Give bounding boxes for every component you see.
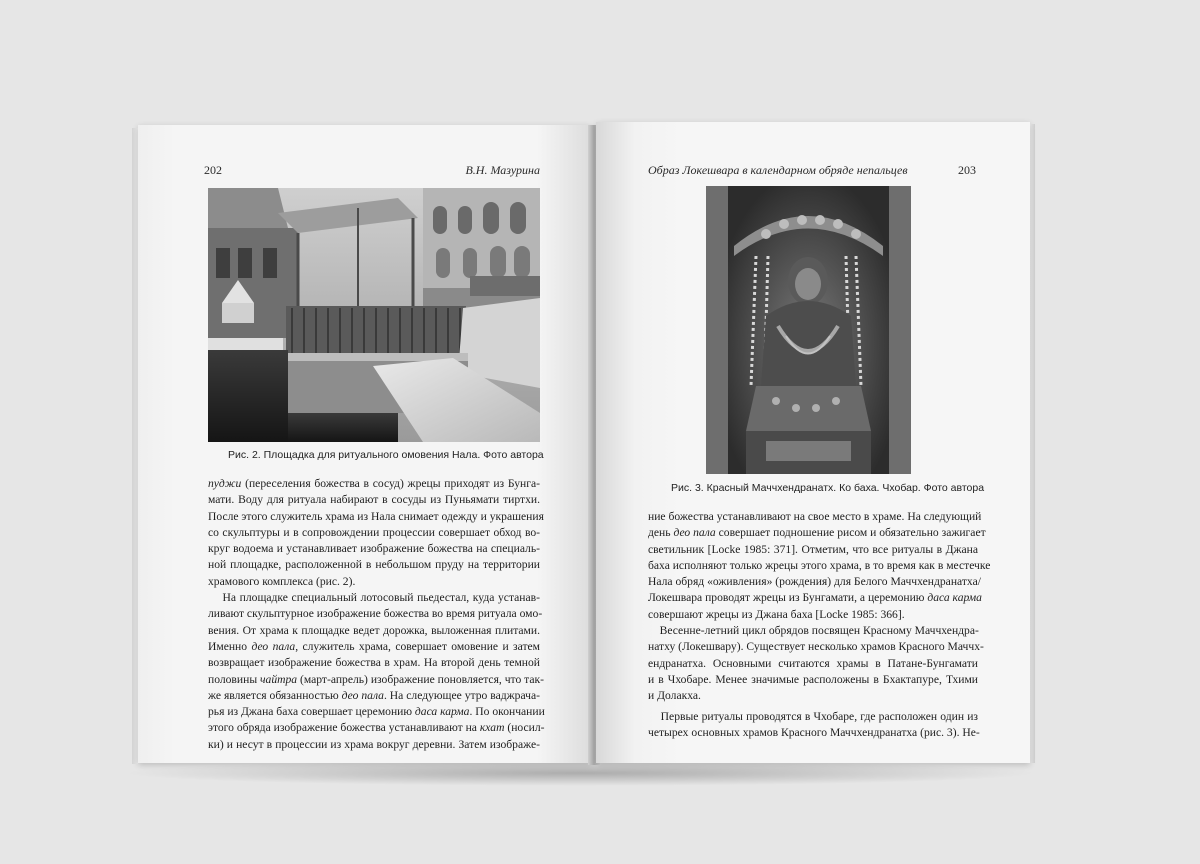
- figure-2-photo-pond-platform: [208, 188, 540, 442]
- right-page-body: [648, 509, 991, 741]
- paragraph: ние божества устанавливают на свое место в храме. На следующий день део пала совершает подношение рисом и обязательно зажигает светильник [Locke 1985: 371]. Отметим, что все ритуалы в Джана баха исполняют только жрецы этого храма, в то время как в местечке Нала обряд «оживления» (рождения) для Белого Маччхендранатха/ Локешвара проводят жрецы из Бунгамати, а церемонию даса карма совершают жрецы из Джана баха [Locke 1985: 366].: [648, 510, 991, 621]
- paragraph: На площадке специальный лотосовый пьедестал, куда устанав- ливают скульптурное изображение божества во время ритуала омо- вения. От храма к площадке ведет дорожка, выложенная плитами. Именно део пала, служитель храма, совершает омовение и затем возвращает изображение божества в храм. На второй день темной половины чайтра (март-апрель) изображение поновляется, что так- же является обязанностью део пала. На следующее утро ваджрача- рья из Джана баха совершает церемонию даса карма. По окончании этого обряда изображение божества устанавливают на кхат (носил- ки) и несут в процессии из храма вокруг деревни. Затем изображе-: [208, 591, 545, 751]
- paragraph: пуджи (переселения божества в сосуд) жрецы приходят из Бунга- мати. Воду для ритуала набирают в сосуды из Пуньямати тиртхи. После этого служитель храма из Нала снимает одежду и украшения со скульптуры и в сопровождении процессии совершает обход во- круг водоема и устанавливает изображение божества на специаль- ной площадке, расположенной в небольшом пруду на территории храмового комплекса (рис. 2).: [208, 477, 544, 588]
- red-machhendranath-illustration: [706, 186, 911, 474]
- left-page: [138, 125, 592, 763]
- right-page-number: 203: [958, 163, 976, 177]
- figure-3-photo-red-machhendranath: [706, 186, 911, 474]
- pond-platform-illustration: [208, 188, 540, 442]
- left-running-head: В.Н. Мазурина: [465, 163, 540, 177]
- right-page: [596, 122, 1030, 763]
- figure-2-caption: Рис. 2. Площадка для ритуального омовения Нала. Фото автора: [228, 449, 544, 461]
- right-running-head: Образ Локешвара в календарном обряде непальцев: [648, 163, 908, 177]
- left-page-number: 202: [204, 163, 222, 177]
- paragraph: Первые ритуалы проводятся в Чхобаре, где расположен один из четырех основных храмов Красного Маччхендранатха (рис. 3). Не-: [648, 709, 980, 739]
- right-page-edge: [1030, 124, 1035, 763]
- left-page-body: [208, 476, 545, 753]
- book-shadow: [120, 760, 1040, 786]
- figure-3-caption: Рис. 3. Красный Маччхендранатх. Ко баха. Чхобар. Фото автора: [671, 482, 985, 494]
- paragraph: Весенне-летний цикл обрядов посвящен Красному Маччхендра- натху (Локешвару). Существует несколько храмов Красного Маччх- ендранатха. Основными считаются храмы в Патане-Бунгамати и в Чхобаре. Менее значимые расположены в Бхактапуре, Тхими и Долакха.: [648, 624, 984, 703]
